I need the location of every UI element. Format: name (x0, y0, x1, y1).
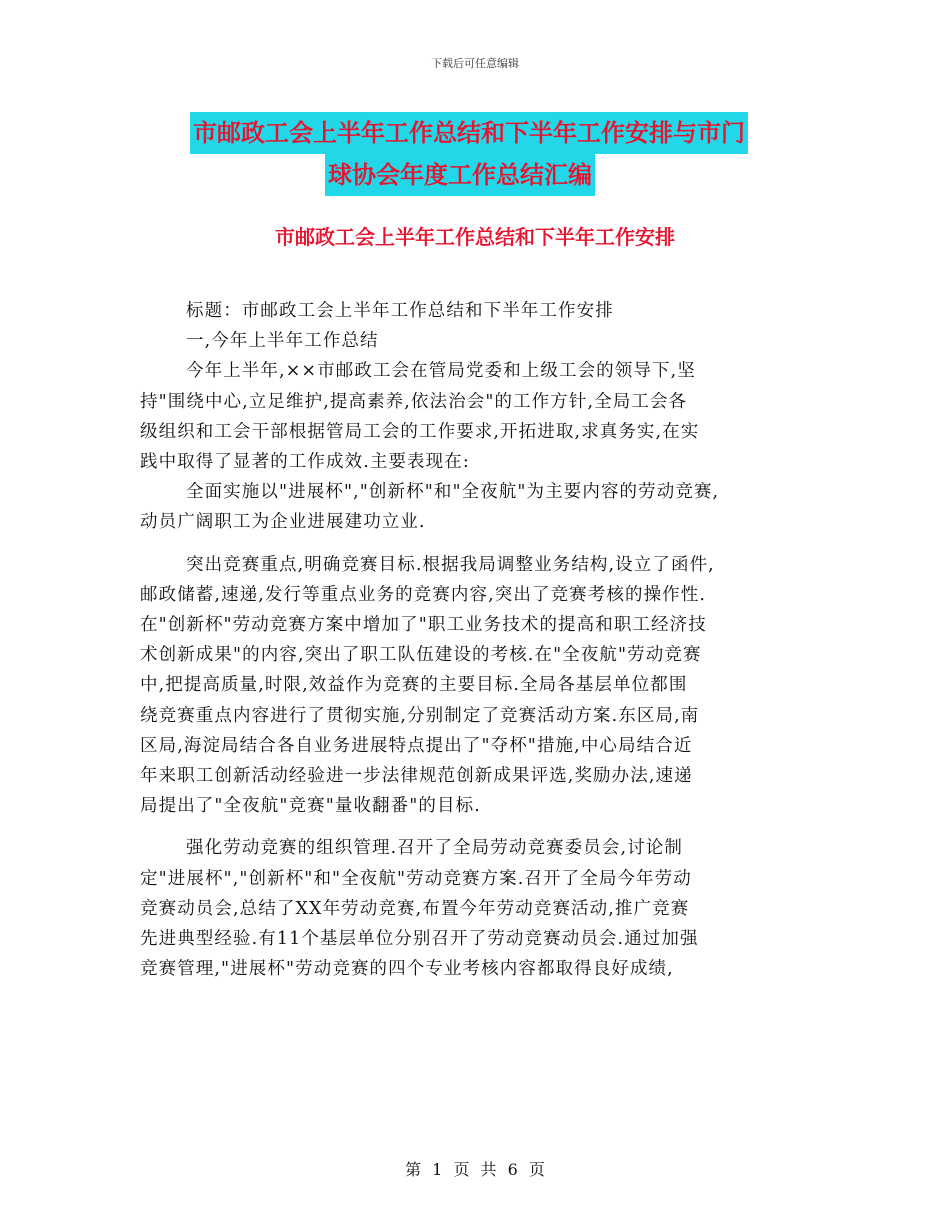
body-line: 标题：市邮政工会上半年工作总结和下半年工作安排 (186, 301, 614, 321)
body-line: 全面实施以"进展杯","创新杯"和"全夜航"为主要内容的劳动竞赛, (186, 482, 720, 503)
body-line: 突出竞赛重点,明确竞赛目标.根据我局调整业务结构,设立了函件, (186, 554, 715, 575)
document-title-line-2: 球协会年度工作总结汇编 (325, 154, 595, 196)
body-line: 竞赛管理,"进展杯"劳动竞赛的四个专业考核内容都取得良好成绩, (140, 959, 674, 980)
body-line: 先进典型经验.有11个基层单位分别召开了劳动竞赛动员会.通过加强 (140, 929, 699, 950)
body-line: 中,把提高质量,时限,效益作为竞赛的主要目标.全局各基层单位都围 (140, 675, 688, 696)
body-text (140, 296, 820, 984)
body-line: 持"围绕中心,立足维护,提高素养,依法治会"的工作方针,全局工会各 (140, 391, 688, 412)
page-header-note: 下载后可任意编辑 (431, 57, 519, 70)
body-line: 强化劳动竞赛的组织管理.召开了全局劳动竞赛委员会,讨论制 (186, 838, 683, 859)
body-line: 邮政储蓄,速递,发行等重点业务的竞赛内容,突出了竞赛考核的操作性. (140, 584, 707, 605)
body-line: 定"进展杯","创新杯"和"全夜航"劳动竞赛方案.召开了全局今年劳动 (140, 868, 692, 889)
body-line: 术创新成果"的内容,突出了职工队伍建设的考核.在"全夜航"劳动竞赛 (140, 645, 702, 666)
body-line: 动员广阔职工为企业进展建功立业. (140, 512, 426, 533)
body-line: 绕竞赛重点内容进行了贯彻实施,分别制定了竞赛活动方案.东区局,南 (140, 705, 700, 726)
body-line: 践中取得了显著的工作成效.主要表现在: (140, 452, 470, 473)
body-line: 级组织和工会干部根据管局工会的工作要求,开拓进取,求真务实,在实 (140, 421, 700, 442)
body-line: 年来职工创新活动经验进一步法律规范创新成果评选,奖励办法,速递 (140, 766, 693, 787)
body-line: 在"创新杯"劳动竞赛方案中增加了"职工业务技术的提高和职工经济技 (140, 615, 707, 636)
document-title (190, 112, 800, 196)
body-line: 区局,海淀局结合各自业务进展特点提出了"夺杯"措施,中心局结合近 (140, 735, 693, 756)
body-line: 竞赛动员会,总结了XX年劳动竞赛,布置今年劳动竞赛活动,推广竞赛 (140, 898, 690, 919)
body-line: 一,今年上半年工作总结 (186, 331, 379, 352)
section-title: 市邮政工会上半年工作总结和下半年工作安排 (275, 225, 675, 249)
body-line: 今年上半年,××市邮政工会在管局党委和上级工会的领导下,坚 (186, 361, 696, 382)
page-footer: 第 1 页 共 6 页 (405, 1160, 545, 1179)
document-title-line-1: 市邮政工会上半年工作总结和下半年工作安排与市门 (190, 112, 748, 154)
body-line: 局提出了"全夜航"竞赛"量收翻番"的目标. (140, 796, 481, 817)
